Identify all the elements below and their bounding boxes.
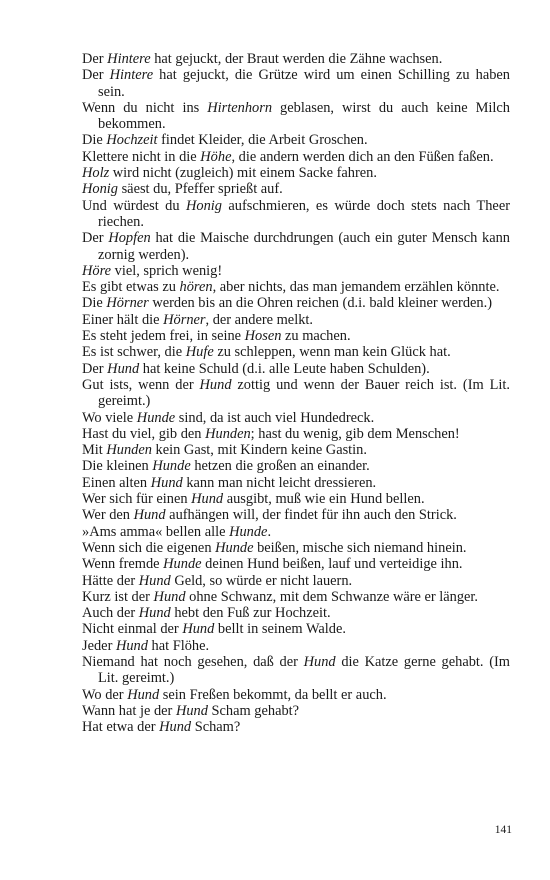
entry-text: Einen alten (82, 474, 151, 491)
keyword-italic: Hund (153, 588, 186, 605)
proverb-entry (82, 132, 510, 148)
entry-text: Es steht jedem frei, in seine (82, 328, 245, 345)
proverb-entry (82, 524, 510, 540)
keyword-italic: Hund (303, 653, 336, 670)
proverb-entry (82, 426, 510, 442)
entry-text: Wo der (82, 686, 128, 703)
entry-text: Der (82, 51, 108, 67)
keyword-italic: Hochzeit (106, 132, 158, 149)
entry-text: Wann hat je der (82, 702, 176, 719)
entry-text: Die (82, 295, 107, 312)
entry-text: Die (82, 132, 107, 149)
proverb-entry (82, 263, 510, 279)
entry-text: Geld, so würde er nicht lauern. (170, 572, 353, 589)
proverb-entry (82, 654, 510, 687)
entry-text: Hast du viel, gib den (82, 425, 206, 442)
proverb-entry (82, 556, 510, 572)
entry-text: sein Freßen bekommt, da bellt er auch. (159, 686, 387, 703)
proverb-entry (82, 703, 510, 719)
proverb-entry (82, 230, 510, 263)
entry-text: hat die Maische durchdrungen (auch ein guter Mensch kann zornig werden). (98, 230, 511, 263)
keyword-italic: Holz (82, 165, 110, 182)
entry-text: Wenn fremde (82, 556, 164, 573)
proverb-entry (82, 361, 510, 377)
entry-text: Es gibt etwas zu (82, 279, 180, 296)
keyword-italic: Hopfen (108, 230, 151, 247)
entry-text: Kurz ist der (82, 588, 154, 605)
proverb-entry (82, 410, 510, 426)
entry-text: die Katze gerne gehabt. (Im Lit. gereimt.) (98, 653, 510, 687)
entry-text: Der (82, 67, 110, 84)
entry-text: sind, da ist auch viel Hundedreck. (175, 409, 375, 426)
proverb-entry (82, 149, 510, 165)
entry-text: hat Flöhe. (147, 637, 210, 654)
entry-text: hat gejuckt, die Grütze wird um einen Schilling zu haben sein. (98, 67, 510, 100)
entry-text: Scham gehabt? (207, 702, 300, 719)
keyword-italic: Hund (138, 572, 171, 589)
entry-text: Wer den (82, 507, 134, 524)
entry-text: Die kleinen (82, 458, 153, 475)
entry-text: aufhängen will, der findet für ihn auch den Strick. (165, 507, 457, 524)
proverb-entry (82, 540, 510, 556)
entry-text: werden bis an die Ohren reichen (d.i. bald kleiner werden.) (148, 295, 493, 312)
entry-text: beißen, mische sich niemand hinein. (253, 539, 467, 556)
entry-text: Hätte der (82, 572, 139, 589)
entry-text: Es ist schwer, die (82, 344, 186, 361)
entry-text: säest du, Pfeffer sprießt auf. (117, 181, 283, 198)
proverb-entry (82, 181, 510, 197)
proverb-entry (82, 589, 510, 605)
entry-text: Auch der (82, 605, 139, 622)
keyword-italic: Hund (159, 719, 192, 736)
proverb-entry (82, 687, 510, 703)
entry-text: kann man nicht leicht dressieren. (182, 474, 377, 491)
keyword-italic: Hund (150, 474, 183, 491)
keyword-italic: Höre (82, 262, 112, 279)
entry-text: , aber nichts, das man jemandem erzählen könnte. (212, 279, 500, 296)
proverb-entry (82, 328, 510, 344)
entry-text: Hat etwa der (82, 719, 160, 736)
proverb-entry (82, 475, 510, 491)
keyword-italic: Hosen (244, 328, 282, 345)
keyword-italic: Hörner (163, 311, 206, 328)
keyword-italic: Hirtenhorn (207, 99, 273, 116)
entry-text: aufschmieren, es würde doch stets nach Theer riechen. (98, 197, 510, 230)
keyword-italic: Honig (82, 181, 118, 198)
entry-text: Scham? (191, 719, 241, 736)
keyword-italic: Hunde (163, 556, 202, 573)
proverb-entry (82, 442, 510, 458)
keyword-italic: Hund (175, 702, 208, 719)
keyword-italic: Hunde (152, 458, 191, 475)
entry-text: Einer hält die (82, 311, 164, 328)
entry-text: Jeder (82, 637, 116, 654)
keyword-italic: Hunde (229, 523, 268, 540)
proverb-entry (82, 605, 510, 621)
entry-text: Klettere nicht in die (82, 148, 201, 165)
keyword-italic: Hörner (106, 295, 149, 312)
entry-text: zu schleppen, wenn man kein Glück hat. (213, 344, 451, 361)
entry-text: zu machen. (281, 328, 351, 345)
page-number: 141 (494, 824, 512, 836)
entry-text: Wo viele (82, 409, 137, 426)
entry-text: hat gejuckt, der Braut werden die Zähne wachsen. (150, 51, 443, 67)
entry-text: hetzen die großen an einander. (190, 458, 370, 475)
entry-text: bellt in seinem Walde. (214, 621, 346, 638)
keyword-italic: Hufe (185, 344, 214, 361)
proverb-list (82, 51, 510, 735)
proverb-entry (82, 51, 510, 67)
keyword-italic: Hunde (136, 409, 176, 426)
entry-text: ; hast du wenig, gib dem Menschen! (250, 425, 460, 442)
entry-text: , die andern werden dich an den Füßen faßen. (231, 148, 494, 165)
entry-text: hebt den Fuß zur Hochzeit. (170, 605, 331, 622)
keyword-italic: Hund (182, 621, 215, 638)
keyword-italic: Honig (186, 197, 222, 214)
keyword-italic: Hund (199, 376, 232, 393)
entry-text: . (267, 523, 272, 540)
proverb-entry (82, 67, 510, 100)
entry-text: ohne Schwanz, mit dem Schwanze wäre er länger. (185, 588, 479, 605)
entry-text: Niemand hat noch gesehen, daß der (82, 653, 304, 670)
keyword-italic: Höhe (200, 148, 232, 165)
entry-text: hat keine Schuld (d.i. alle Leute haben Schulden). (139, 360, 430, 377)
proverb-entry (82, 491, 510, 507)
keyword-italic: Hund (191, 491, 224, 508)
entry-text: Nicht einmal der (82, 621, 183, 638)
proverb-entry (82, 507, 510, 523)
proverb-entry (82, 100, 510, 133)
keyword-italic: Hintere (109, 67, 154, 84)
entry-text: Der (82, 230, 109, 247)
entry-text: zottig und wenn der Bauer reich ist. (Im Lit. gereimt.) (98, 376, 510, 410)
keyword-italic: Hund (138, 605, 171, 622)
keyword-italic: Hunde (215, 539, 254, 556)
entry-text: Wenn du nicht ins (82, 99, 208, 116)
entry-text: »Ams amma« bellen alle (82, 523, 230, 540)
proverb-entry (82, 638, 510, 654)
keyword-italic: hören (179, 279, 213, 296)
keyword-italic: Hunden (205, 425, 251, 442)
entry-text: Und würdest du (82, 197, 186, 214)
proverb-entry (82, 621, 510, 637)
keyword-italic: Hund (133, 507, 166, 524)
proverb-entry (82, 165, 510, 181)
entry-text: Mit (82, 442, 107, 459)
entry-text: Wenn sich die eigenen (82, 539, 216, 556)
entry-text: Der (82, 360, 108, 377)
keyword-italic: Hund (127, 686, 160, 703)
proverb-entry (82, 573, 510, 589)
proverb-entry (82, 377, 510, 410)
keyword-italic: Hund (107, 360, 140, 377)
entry-text: kein Gast, mit Kindern keine Gastin. (151, 442, 367, 459)
entry-text: findet Kleider, die Arbeit Groschen. (157, 132, 368, 149)
entry-text: Wer sich für einen (82, 491, 192, 508)
proverb-entry (82, 719, 510, 735)
entry-text: geblasen, wirst du auch keine Milch bekommen. (98, 99, 510, 133)
proverb-entry (82, 295, 510, 311)
keyword-italic: Hintere (107, 51, 151, 67)
entry-text: deinen Hund beißen, lauf und verteidige ihn. (201, 556, 463, 573)
proverb-entry (82, 312, 510, 328)
keyword-italic: Hund (115, 637, 148, 654)
proverb-entry (82, 279, 510, 295)
entry-text: viel, sprich wenig! (111, 262, 223, 279)
keyword-italic: Hunden (106, 442, 152, 459)
entry-text: wird nicht (zugleich) mit einem Sacke fahren. (109, 165, 377, 182)
entry-text: ausgibt, muß wie ein Hund bellen. (223, 491, 425, 508)
entry-text: Gut ists, wenn der (82, 376, 200, 393)
proverb-entry (82, 458, 510, 474)
proverb-entry (82, 344, 510, 360)
proverb-entry (82, 198, 510, 231)
entry-text: , der andere melkt. (205, 311, 313, 328)
